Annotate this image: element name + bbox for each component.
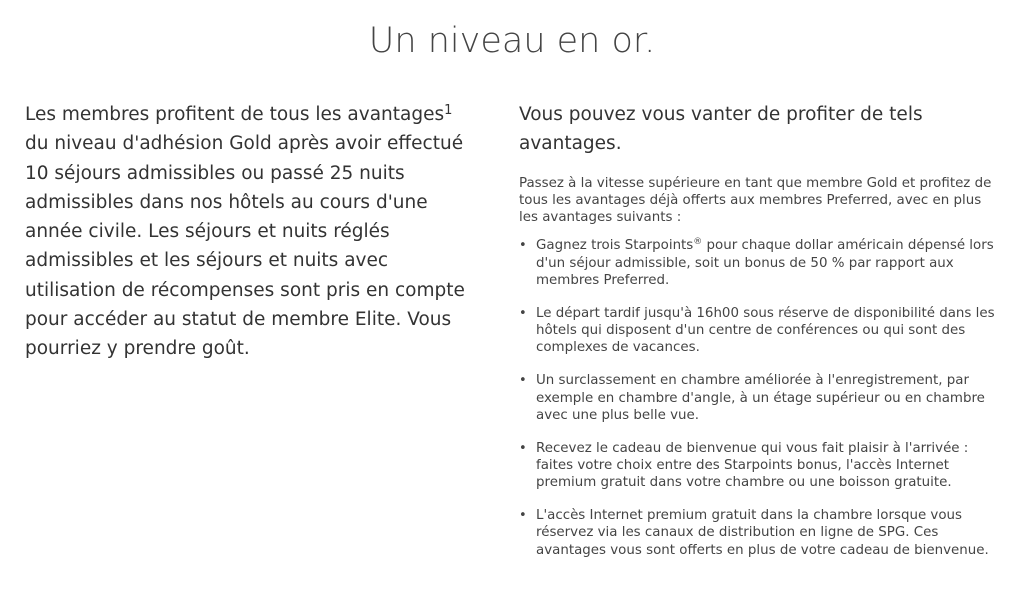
bullet-icon: • bbox=[519, 305, 527, 321]
bullet-icon: • bbox=[519, 373, 527, 389]
registered-mark: ® bbox=[693, 237, 703, 248]
description-text-start: Les membres profitent de tous les avantages bbox=[25, 104, 445, 125]
benefits-list bbox=[519, 237, 999, 558]
benefits-intro: Passez à la vitesse supérieure en tant que membre Gold et profitez de tous les avantages déjà offerts aux membres Preferred, avec en plus les avantages suivants : bbox=[519, 175, 992, 226]
benefit-text: Recevez le cadeau de bienvenue qui vous fait plaisir à l'arrivée : faites votre choix entre des Starpoints bonus, l'accès Internet premium gratuit dans votre chambre ou une boisson gratuite. bbox=[536, 440, 969, 491]
bullet-icon: • bbox=[519, 238, 527, 254]
benefit-item-starpoints bbox=[519, 237, 999, 289]
bullet-icon: • bbox=[519, 508, 527, 524]
benefit-item-internet bbox=[519, 507, 999, 559]
benefit-text: Un surclassement en chambre améliorée à l'enregistrement, par exemple en chambre d'angle, à un étage supérieur ou en chambre avec une plus belle vue. bbox=[536, 373, 985, 423]
benefit-item-welcome-gift bbox=[519, 440, 999, 492]
benefit-item-late-checkout bbox=[519, 305, 999, 357]
page-title: Un niveau en or. bbox=[368, 21, 656, 61]
benefit-item-room-upgrade bbox=[519, 372, 999, 424]
benefit-text-end: pour chaque dollar américain dépensé lors d'un séjour admissible, soit un bonus de 50 % par rapport aux membres Preferred. bbox=[536, 238, 994, 289]
gold-level-description bbox=[25, 100, 470, 364]
benefits-heading: Vous pouvez vous vanter de profiter de tels avantages. bbox=[519, 104, 923, 155]
benefit-text: Le départ tardif jusqu'à 16h00 sous réserve de disponibilité dans les hôtels qui disposent d'un centre de conférences ou qui sont des complexes de vacances. bbox=[536, 305, 995, 356]
footnote-marker[interactable]: 1 bbox=[444, 103, 453, 118]
benefit-text: L'accès Internet premium gratuit dans la chambre lorsque vous réservez via les canaux de distribution en ligne de SPG. Ces avantages vous sont offerts en plus de votre cadeau de bienvenue. bbox=[536, 508, 989, 558]
bullet-icon: • bbox=[519, 440, 527, 456]
description-text-end: du niveau d'adhésion Gold après avoir effectué 10 séjours admissibles ou passé 25 nuits admissibles dans nos hôtels au cours d'une année civile. Les séjours et nuits réglés admissibles et les séjours et nuits avec utilisation de récompenses sont pris en compte pour accéder au statut de membre Elite. Vous pourriez y prendre goût. bbox=[25, 133, 465, 360]
benefits-section bbox=[519, 100, 999, 574]
benefit-text-start: Gagnez trois Starpoints bbox=[536, 238, 694, 254]
